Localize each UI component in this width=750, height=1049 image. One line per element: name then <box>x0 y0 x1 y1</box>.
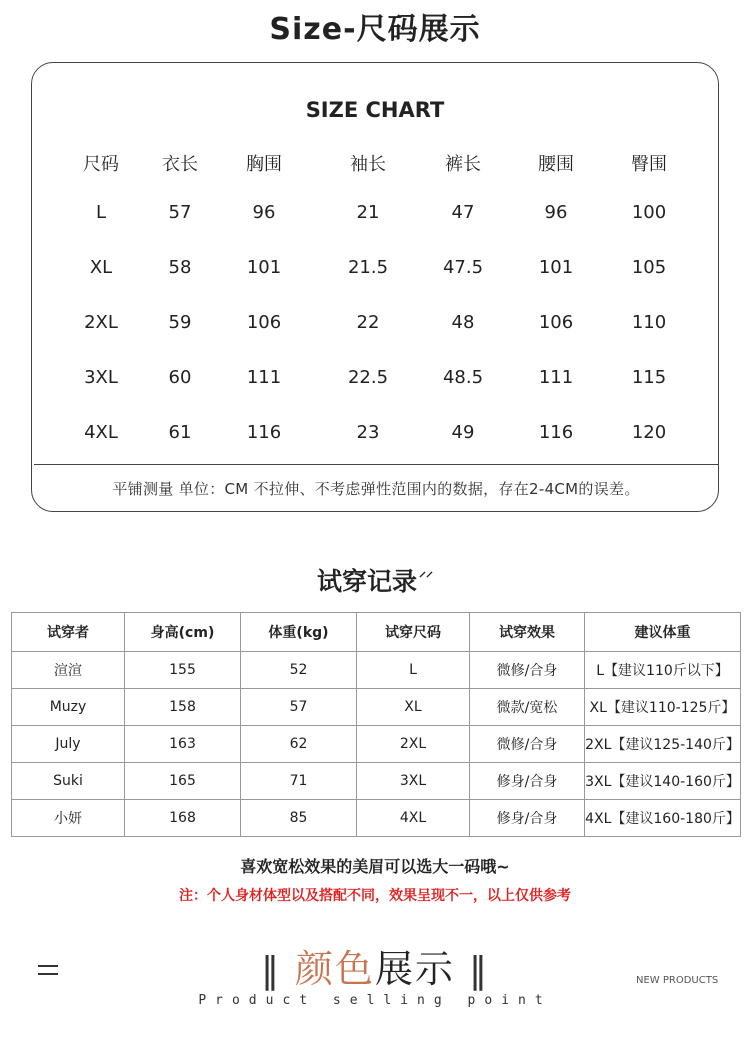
size-cell: 2XL <box>84 312 118 333</box>
size-cell: 3XL <box>84 367 118 388</box>
size-cell: 96 <box>544 202 568 223</box>
trial-header-cell: 身高(cm) <box>125 613 241 652</box>
trial-cell: 155 <box>125 652 241 689</box>
size-cell: 57 <box>168 202 192 223</box>
trial-cell: Muzy <box>12 689 125 726</box>
sizing-tip: 喜欢宽松效果的美眉可以选大一码哦~ <box>240 857 510 876</box>
trial-title-text: 试穿记录 <box>316 567 417 596</box>
trial-cell: L <box>357 652 470 689</box>
size-cell: 111 <box>538 367 574 388</box>
trial-cell: 168 <box>125 800 241 837</box>
size-cell: 60 <box>168 367 192 388</box>
new-products-label: NEW PRODUCTS <box>636 975 719 986</box>
size-header-cell: 裤长 <box>445 154 481 175</box>
trial-table-header <box>12 613 741 652</box>
trial-cell: 小妍 <box>12 800 125 837</box>
size-chart-row <box>0 202 750 232</box>
trial-cell: Suki <box>12 763 125 800</box>
color-title-plain: 展示 <box>375 947 456 991</box>
trial-table-row <box>12 689 741 726</box>
size-header-cell: 腰围 <box>538 154 574 175</box>
trial-cell: 修身/合身 <box>470 763 585 800</box>
trial-title <box>0 562 750 598</box>
trial-header-cell: 试穿效果 <box>470 613 585 652</box>
size-cell: 100 <box>631 202 667 223</box>
size-cell: 61 <box>168 422 192 443</box>
size-cell: 96 <box>252 202 276 223</box>
trial-cell: 62 <box>241 726 357 763</box>
size-cell: 23 <box>356 422 380 443</box>
size-cell: 4XL <box>84 422 118 443</box>
size-cell: 106 <box>538 312 574 333</box>
size-chart-header <box>0 150 750 180</box>
trial-cell: 微修/合身 <box>470 726 585 763</box>
trial-cell: 4XL【建议160-180斤】 <box>585 800 741 837</box>
size-cell: 22 <box>356 312 380 333</box>
trial-table-row <box>12 652 741 689</box>
size-chart-note: 平铺测量 单位：CM 不拉伸、不考虑弹性范围内的数据，存在2-4CM的误差。 <box>112 480 640 498</box>
size-cell: 59 <box>168 312 192 333</box>
trial-table-row <box>12 763 741 800</box>
trial-cell: 微修/合身 <box>470 652 585 689</box>
trial-header-cell: 试穿者 <box>12 613 125 652</box>
size-header-cell: 袖长 <box>350 154 386 175</box>
size-cell: 47.5 <box>442 257 484 278</box>
size-cell: 101 <box>246 257 282 278</box>
size-cell: 58 <box>168 257 192 278</box>
trial-cell: 修身/合身 <box>470 800 585 837</box>
size-header-cell: 尺码 <box>83 154 119 175</box>
size-cell: 116 <box>538 422 574 443</box>
size-cell: 116 <box>246 422 282 443</box>
color-title-accent: 颜色 <box>294 947 375 991</box>
trial-cell: 85 <box>241 800 357 837</box>
trial-header-cell: 体重(kg) <box>241 613 357 652</box>
trial-cell: XL【建议110-125斤】 <box>585 689 741 726</box>
size-cell: 21.5 <box>347 257 389 278</box>
size-cell: 120 <box>631 422 667 443</box>
size-chart-title: SIZE CHART <box>305 98 445 122</box>
size-cell: 111 <box>246 367 282 388</box>
size-header-cell: 衣长 <box>162 154 198 175</box>
trial-cell: 3XL【建议140-160斤】 <box>585 763 741 800</box>
trial-cell: 163 <box>125 726 241 763</box>
trial-table <box>11 612 741 837</box>
trial-cell: 3XL <box>357 763 470 800</box>
size-cell: XL <box>89 257 113 278</box>
size-chart-row <box>0 257 750 287</box>
trial-cell: 2XL【建议125-140斤】 <box>585 726 741 763</box>
left-bar-icon: ‖ <box>260 950 281 991</box>
trial-header-cell: 建议体重 <box>585 613 741 652</box>
disclaimer-warning: 注：个人身材体型以及搭配不同，效果呈现不一，以上仅供参考 <box>179 888 571 904</box>
trial-cell: XL <box>357 689 470 726</box>
page-title: Size-尺码展示 <box>269 12 481 47</box>
size-chart-divider <box>34 464 718 465</box>
trial-cell: 57 <box>241 689 357 726</box>
trial-cell: 4XL <box>357 800 470 837</box>
size-cell: 48 <box>451 312 475 333</box>
size-cell: 101 <box>538 257 574 278</box>
trial-cell: 2XL <box>357 726 470 763</box>
trial-cell: 52 <box>241 652 357 689</box>
trial-cell: 158 <box>125 689 241 726</box>
color-section-subtitle: Product selling point <box>198 993 552 1008</box>
trial-cell: 渲渲 <box>12 652 125 689</box>
size-cell: 21 <box>356 202 380 223</box>
trial-table-row <box>12 800 741 837</box>
right-bar-icon: ‖ <box>469 950 490 991</box>
trial-header-cell: 试穿尺码 <box>357 613 470 652</box>
trial-cell: July <box>12 726 125 763</box>
size-cell: L <box>95 202 107 223</box>
size-cell: 105 <box>631 257 667 278</box>
sparkle-icon: ⸝⸝ <box>419 564 433 580</box>
size-chart-row <box>0 367 750 397</box>
size-cell: 106 <box>246 312 282 333</box>
size-chart-row <box>0 422 750 452</box>
trial-table-row <box>12 726 741 763</box>
size-cell: 47 <box>451 202 475 223</box>
trial-cell: 微款/宽松 <box>470 689 585 726</box>
trial-cell: L【建议110斤以下】 <box>585 652 741 689</box>
trial-cell: 165 <box>125 763 241 800</box>
size-cell: 110 <box>631 312 667 333</box>
size-cell: 49 <box>451 422 475 443</box>
size-header-cell: 臀围 <box>631 154 667 175</box>
size-chart-row <box>0 312 750 342</box>
size-cell: 22.5 <box>347 367 389 388</box>
size-cell: 115 <box>631 367 667 388</box>
size-header-cell: 胸围 <box>246 154 282 175</box>
trial-cell: 71 <box>241 763 357 800</box>
size-cell: 48.5 <box>442 367 484 388</box>
